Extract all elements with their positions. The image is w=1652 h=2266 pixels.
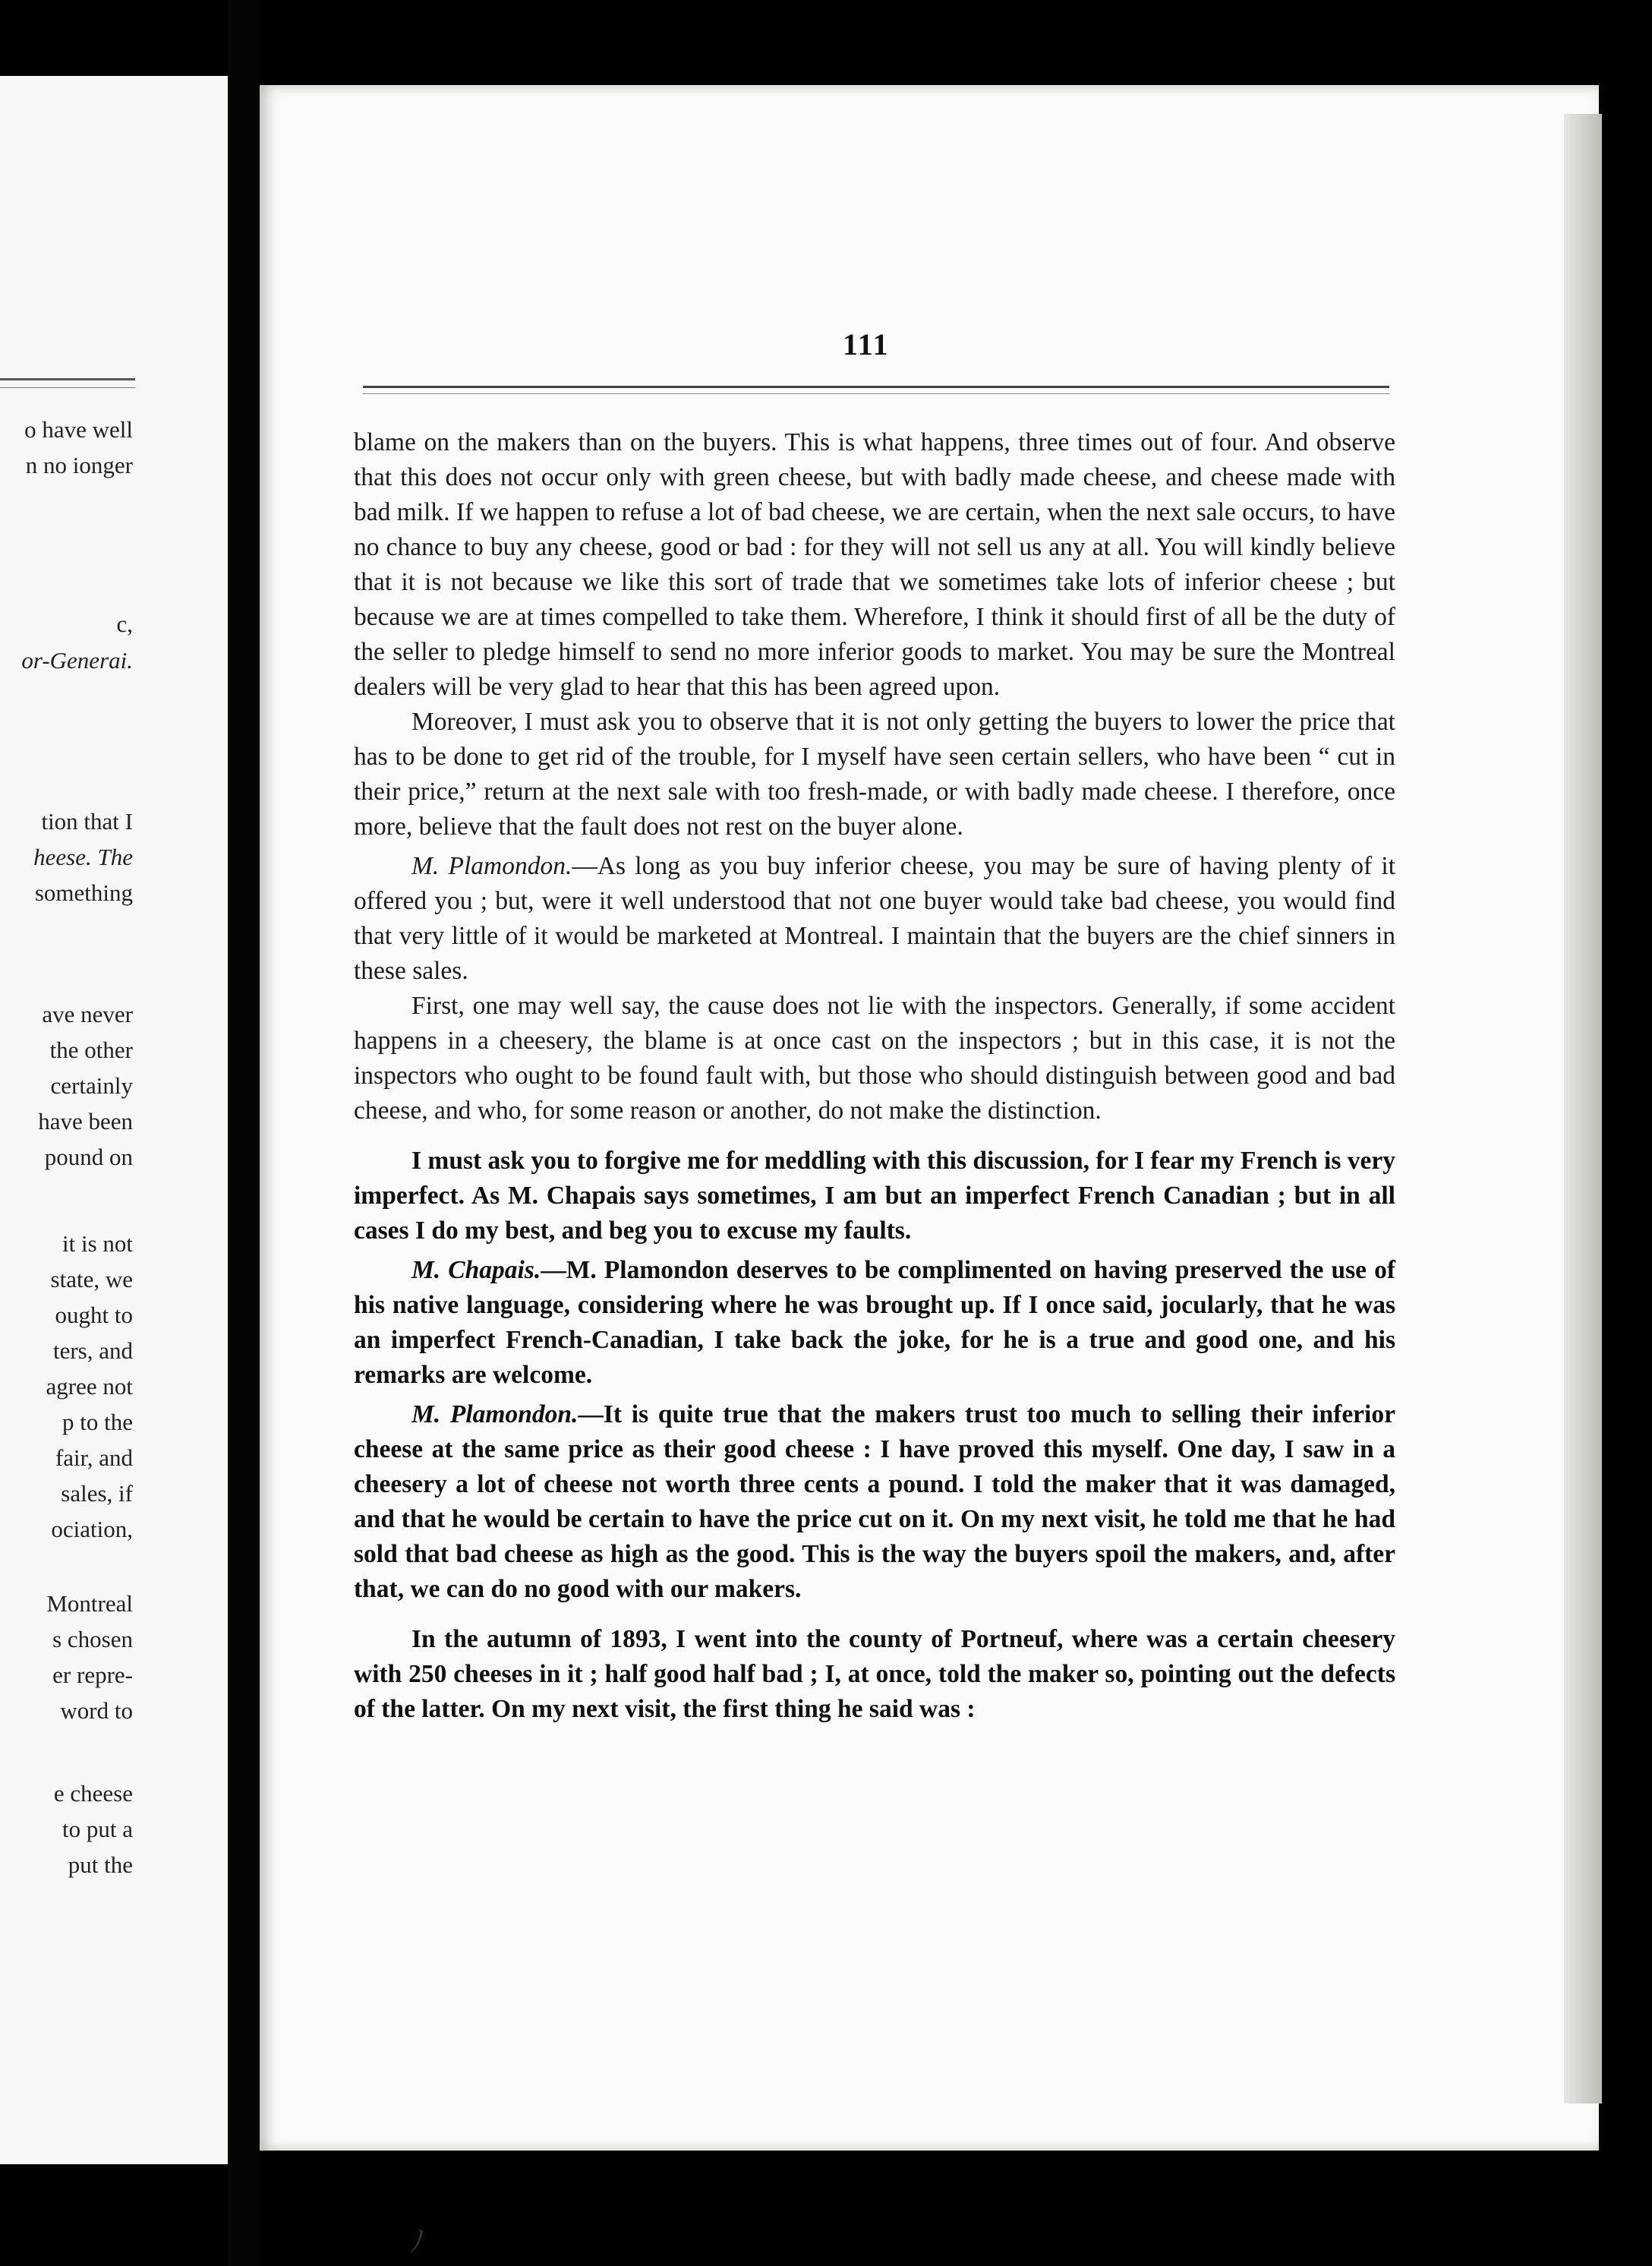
left-line: agree not: [46, 1373, 133, 1400]
paragraph-text: —As long as you buy inferior cheese, you may be sure of having plenty of it offered you ; but, were it well understood that not one buyer would take bad cheese, you would find that very little of it would be marketed at Montreal. I maintain that the buyers are the chief sinners in these sales.: [354, 852, 1395, 985]
left-line: sales, if: [61, 1480, 133, 1507]
paragraph: In the autumn of 1893, I went into the county of Portneuf, where was a certain cheesery with 250 cheeses in it ; half good half bad ; I, at once, told the maker so, pointing out the defects of the latter. On my next visit, the first thing he said was :: [354, 1625, 1395, 1723]
paragraph: [354, 1253, 1395, 1393]
left-line: ters, and: [52, 1337, 133, 1364]
left-line: or-Generai.: [21, 647, 133, 674]
left-line: pound on: [44, 1144, 133, 1170]
left-line: put the: [68, 1851, 133, 1878]
speaker-name: M. Plamondon.: [411, 852, 572, 880]
left-line: something: [34, 879, 133, 906]
left-line: word to: [60, 1697, 133, 1724]
speaker-name: M. Plamondon.: [411, 1400, 579, 1428]
paragraph: blame on the makers than on the buyers. This is what happens, three times out of four. And observe that this does not occur only with green cheese, but with badly made cheese, and cheese made with bad milk. If we happen to refuse a lot of bad cheese, we are certain, when the next sale occurs, to have no chance to buy any cheese, good or bad : for they will not sell us any at all. You will kindly believe that it is not because we like this sort of trade that we sometimes take lots of inferior cheese ; but because we are at times compelled to take them. Wherefore, I think it should first of all be the duty of the seller to pledge himself to send no more inferior goods to market. You may be sure the Montreal dealers will be very glad to hear that this has been agreed upon.: [354, 428, 1395, 701]
left-line: o have well: [24, 416, 133, 443]
paragraph-text: —It is quite true that the makers trust too much to selling their inferior cheese at the same price as their good cheese : I have proved this myself. One day, I saw in a cheesery a lot of cheese not worth three cents a pound. I told the maker that it was damaged, and that he would be certain to have the price cut on it. On my next visit, he told me that he had sold that bad cheese as high as the good. This is the way the buyers spoil the makers, and, after that, we can do no good with our makers.: [354, 1400, 1395, 1603]
paragraph: I must ask you to forgive me for meddling with this discussion, for I fear my French is very imperfect. As M. Chapais says sometimes, I am but an imperfect French Canadian ; but in all cases I do my best, and beg you to excuse my faults.: [354, 1147, 1395, 1245]
left-line: s chosen: [52, 1626, 133, 1652]
left-line: ociation,: [51, 1516, 133, 1542]
left-line: the other: [49, 1037, 133, 1063]
left-line: fair, and: [55, 1444, 133, 1471]
paragraph: [354, 849, 1395, 989]
header-rule: [363, 386, 1389, 388]
page-number: 111: [843, 327, 890, 361]
book-gutter: [228, 0, 260, 2266]
page-edge-shadow: [1564, 114, 1602, 2103]
header-rule-thin: [363, 393, 1389, 394]
left-line: er repre-: [52, 1662, 133, 1688]
left-line: it is not: [61, 1230, 133, 1257]
ink-mark: ﾉ: [410, 2224, 425, 2258]
left-line: state, we: [50, 1266, 133, 1292]
paragraph: [354, 1397, 1395, 1607]
left-line: Montreal: [46, 1590, 133, 1617]
paragraph: First, one may well say, the cause does not lie with the inspectors. Generally, if some accident happens in a cheesery, the blame is at once cast on the inspectors ; but in this case, it is not the inspectors who ought to be found fault with, but those who should distinguish between good and bad cheese, and who, for some reason or another, do not make the distinction.: [354, 992, 1395, 1125]
page-body: [354, 425, 1395, 1727]
left-line: p to the: [62, 1409, 133, 1435]
left-line: c,: [116, 611, 133, 637]
left-header-rule-thin: [0, 387, 135, 388]
left-line: n no ionger: [25, 452, 133, 478]
speaker-name: M. Chapais.: [411, 1256, 541, 1284]
left-header-rule: [0, 378, 135, 380]
left-line: tion that I: [41, 808, 133, 835]
left-line: to put a: [62, 1816, 133, 1842]
left-line: ave never: [42, 1001, 133, 1027]
paragraph-text: —M. Plamondon deserves to be complimented on having preserved the use of his native language, considering where he was brought up. If I once said, jocularly, that he was an imperfect French-Canadian, I take back the joke, for he is a true and good one, and his remarks are welcome.: [354, 1256, 1395, 1389]
left-line: have been: [38, 1108, 133, 1135]
left-line: heese. The: [33, 844, 133, 870]
left-line: e cheese: [53, 1780, 133, 1807]
left-facing-page: [0, 76, 228, 2164]
bold-section: [354, 1144, 1395, 1727]
left-line: certainly: [50, 1072, 133, 1099]
left-line: ought to: [55, 1302, 133, 1328]
paragraph: Moreover, I must ask you to observe that it is not only getting the buyers to lower the price that has to be done to get rid of the trouble, for I myself have seen certain sellers, who have been “ cut in their price,” return at the next sale with too fresh-made, or with badly made cheese. I therefore, once more, believe that the fault does not rest on the buyer alone.: [354, 708, 1395, 841]
